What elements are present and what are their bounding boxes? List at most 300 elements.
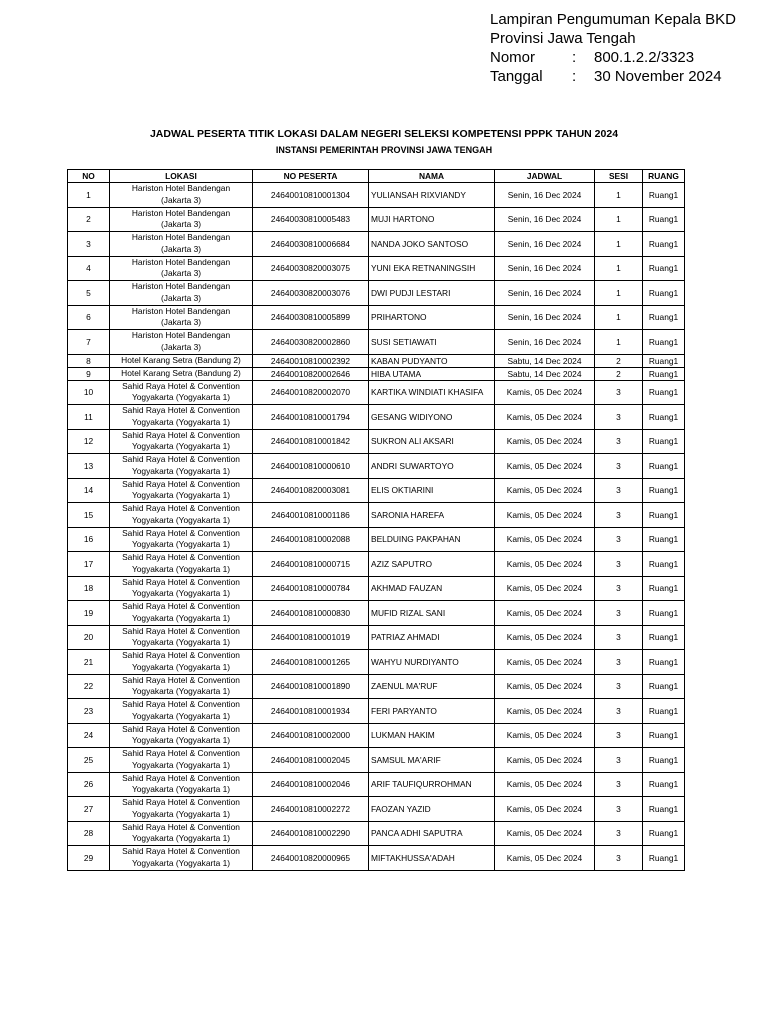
- cell-ruang: Ruang1: [643, 354, 685, 367]
- cell-sesi: 1: [595, 281, 643, 306]
- cell-no: 10: [68, 380, 110, 405]
- document-subtitle: INSTANSI PEMERINTAH PROVINSI JAWA TENGAH: [275, 145, 493, 155]
- cell-ruang: Ruang1: [643, 478, 685, 503]
- cell-nama: LUKMAN HAKIM: [369, 723, 495, 748]
- cell-nama: KABAN PUDYANTO: [369, 354, 495, 367]
- cell-no: 29: [68, 846, 110, 871]
- table-row: [68, 454, 685, 479]
- cell-no: 6: [68, 305, 110, 330]
- cell-no-peserta: 24640010820000965: [253, 846, 369, 871]
- lokasi-line-1: Sahid Raya Hotel & Convention: [122, 576, 240, 587]
- cell-no-peserta: 24640010810000715: [253, 552, 369, 577]
- cell-jadwal: Kamis, 05 Dec 2024: [495, 527, 595, 552]
- cell-nama: YUNI EKA RETNANINGSIH: [369, 256, 495, 281]
- lokasi-line-2: Yogyakarta (Yogyakarta 1): [131, 539, 231, 550]
- table-row: [68, 625, 685, 650]
- table-row: [68, 503, 685, 528]
- cell-nama: MIFTAKHUSSA'ADAH: [369, 846, 495, 871]
- cell-ruang: Ruang1: [643, 232, 685, 257]
- nomor-label: Nomor: [490, 49, 536, 66]
- cell-no: 16: [68, 527, 110, 552]
- table-row: [68, 821, 685, 846]
- cell-no: 7: [68, 330, 110, 355]
- cell-nama: PRIHARTONO: [369, 305, 495, 330]
- lokasi-line-1: Sahid Raya Hotel & Convention: [122, 454, 240, 465]
- cell-lokasi: [110, 232, 253, 257]
- cell-nama: FERI PARYANTO: [369, 699, 495, 724]
- cell-ruang: Ruang1: [643, 454, 685, 479]
- lokasi-line-2: Yogyakarta (Yogyakarta 1): [131, 465, 231, 476]
- cell-sesi: 1: [595, 305, 643, 330]
- lokasi-line-1: Hariston Hotel Bandengan: [131, 232, 231, 243]
- cell-no-peserta: 24640010810000610: [253, 454, 369, 479]
- lokasi-line-1: Hotel Karang Setra (Bandung 2): [121, 367, 241, 378]
- cell-no: 28: [68, 821, 110, 846]
- cell-jadwal: Kamis, 05 Dec 2024: [495, 699, 595, 724]
- table-row: [68, 748, 685, 773]
- lokasi-line-1: Sahid Raya Hotel & Convention: [122, 723, 240, 734]
- lokasi-line-1: Hariston Hotel Bandengan: [131, 183, 231, 194]
- tanggal-label: Tanggal: [490, 68, 543, 85]
- cell-ruang: Ruang1: [643, 601, 685, 626]
- cell-ruang: Ruang1: [643, 699, 685, 724]
- cell-jadwal: Kamis, 05 Dec 2024: [495, 821, 595, 846]
- cell-no-peserta: 24640010810002046: [253, 772, 369, 797]
- cell-sesi: 1: [595, 207, 643, 232]
- cell-lokasi: [110, 527, 253, 552]
- cell-jadwal: Kamis, 05 Dec 2024: [495, 650, 595, 675]
- column-header-no-peserta: NO PESERTA: [253, 170, 369, 183]
- cell-no: 23: [68, 699, 110, 724]
- lokasi-line-2: Yogyakarta (Yogyakarta 1): [131, 514, 231, 525]
- cell-lokasi: [110, 367, 253, 380]
- lokasi-line-2: (Jakarta 3): [160, 219, 202, 230]
- cell-ruang: Ruang1: [643, 650, 685, 675]
- cell-nama: FAOZAN YAZID: [369, 797, 495, 822]
- lokasi-line-1: Sahid Raya Hotel & Convention: [122, 674, 240, 685]
- cell-no-peserta: 24640010810001842: [253, 429, 369, 454]
- cell-nama: YULIANSAH RIXVIANDY: [369, 183, 495, 208]
- cell-jadwal: Sabtu, 14 Dec 2024: [495, 354, 595, 367]
- cell-jadwal: Senin, 16 Dec 2024: [495, 305, 595, 330]
- cell-ruang: Ruang1: [643, 281, 685, 306]
- lokasi-line-2: Yogyakarta (Yogyakarta 1): [131, 857, 231, 868]
- cell-lokasi: [110, 601, 253, 626]
- cell-ruang: Ruang1: [643, 429, 685, 454]
- cell-sesi: 1: [595, 183, 643, 208]
- lokasi-line-1: Sahid Raya Hotel & Convention: [122, 772, 240, 783]
- cell-nama: WAHYU NURDIYANTO: [369, 650, 495, 675]
- lokasi-line-1: Sahid Raya Hotel & Convention: [122, 527, 240, 538]
- cell-no-peserta: 24640010810001890: [253, 674, 369, 699]
- cell-nama: DWI PUDJI LESTARI: [369, 281, 495, 306]
- cell-sesi: 1: [595, 232, 643, 257]
- cell-lokasi: [110, 821, 253, 846]
- cell-lokasi: [110, 454, 253, 479]
- cell-no-peserta: 24640030820003075: [253, 256, 369, 281]
- cell-no-peserta: 24640010810000784: [253, 576, 369, 601]
- cell-lokasi: [110, 207, 253, 232]
- cell-jadwal: Kamis, 05 Dec 2024: [495, 723, 595, 748]
- cell-no: 12: [68, 429, 110, 454]
- schedule-table: [67, 169, 685, 871]
- cell-no: 2: [68, 207, 110, 232]
- lokasi-line-1: Hariston Hotel Bandengan: [131, 281, 231, 292]
- cell-nama: AZIZ SAPUTRO: [369, 552, 495, 577]
- table-row: [68, 281, 685, 306]
- tanggal-row: [490, 67, 736, 86]
- lokasi-line-2: (Jakarta 3): [160, 317, 202, 328]
- cell-jadwal: Kamis, 05 Dec 2024: [495, 503, 595, 528]
- cell-ruang: Ruang1: [643, 772, 685, 797]
- cell-ruang: Ruang1: [643, 846, 685, 871]
- cell-lokasi: [110, 354, 253, 367]
- nomor-value: 800.1.2.2/3323: [594, 49, 695, 66]
- cell-no-peserta: 24640010820002070: [253, 380, 369, 405]
- cell-sesi: 3: [595, 576, 643, 601]
- cell-sesi: 3: [595, 772, 643, 797]
- lokasi-line-1: Sahid Raya Hotel & Convention: [122, 748, 240, 759]
- cell-sesi: 3: [595, 625, 643, 650]
- cell-lokasi: [110, 723, 253, 748]
- cell-ruang: Ruang1: [643, 797, 685, 822]
- cell-sesi: 2: [595, 367, 643, 380]
- table-row: [68, 232, 685, 257]
- lokasi-line-2: Yogyakarta (Yogyakarta 1): [131, 833, 231, 844]
- cell-lokasi: [110, 699, 253, 724]
- cell-no-peserta: 24640010810002088: [253, 527, 369, 552]
- cell-jadwal: Kamis, 05 Dec 2024: [495, 625, 595, 650]
- cell-jadwal: Kamis, 05 Dec 2024: [495, 674, 595, 699]
- cell-no: 8: [68, 354, 110, 367]
- cell-no-peserta: 24640030820003076: [253, 281, 369, 306]
- lokasi-line-2: Yogyakarta (Yogyakarta 1): [131, 563, 231, 574]
- cell-ruang: Ruang1: [643, 207, 685, 232]
- cell-lokasi: [110, 650, 253, 675]
- nomor-row: [490, 48, 736, 67]
- cell-jadwal: Senin, 16 Dec 2024: [495, 207, 595, 232]
- cell-ruang: Ruang1: [643, 674, 685, 699]
- lokasi-line-1: Sahid Raya Hotel & Convention: [122, 405, 240, 416]
- cell-jadwal: Kamis, 05 Dec 2024: [495, 552, 595, 577]
- cell-no-peserta: 24640010810001934: [253, 699, 369, 724]
- lokasi-line-2: (Jakarta 3): [160, 292, 202, 303]
- lokasi-line-2: Yogyakarta (Yogyakarta 1): [131, 588, 231, 599]
- cell-sesi: 3: [595, 601, 643, 626]
- cell-no: 24: [68, 723, 110, 748]
- cell-no-peserta: 24640010820002646: [253, 367, 369, 380]
- cell-nama: GESANG WIDIYONO: [369, 405, 495, 430]
- cell-nama: BELDUING PAKPAHAN: [369, 527, 495, 552]
- lokasi-line-2: Yogyakarta (Yogyakarta 1): [131, 490, 231, 501]
- cell-no: 9: [68, 367, 110, 380]
- cell-sesi: 3: [595, 699, 643, 724]
- lokasi-line-1: Hariston Hotel Bandengan: [131, 305, 231, 316]
- cell-no-peserta: 24640030820002860: [253, 330, 369, 355]
- cell-ruang: Ruang1: [643, 380, 685, 405]
- cell-no: 21: [68, 650, 110, 675]
- table-row: [68, 183, 685, 208]
- lokasi-line-1: Sahid Raya Hotel & Convention: [122, 429, 240, 440]
- table-row: [68, 367, 685, 380]
- lokasi-line-1: Sahid Raya Hotel & Convention: [122, 699, 240, 710]
- cell-nama: ZAENUL MA'RUF: [369, 674, 495, 699]
- cell-nama: NANDA JOKO SANTOSO: [369, 232, 495, 257]
- table-row: [68, 601, 685, 626]
- cell-lokasi: [110, 674, 253, 699]
- lokasi-line-2: Yogyakarta (Yogyakarta 1): [131, 686, 231, 697]
- cell-sesi: 3: [595, 380, 643, 405]
- cell-no: 3: [68, 232, 110, 257]
- cell-no: 20: [68, 625, 110, 650]
- cell-sesi: 1: [595, 330, 643, 355]
- table-row: [68, 699, 685, 724]
- lokasi-line-2: Yogyakarta (Yogyakarta 1): [131, 735, 231, 746]
- cell-no: 26: [68, 772, 110, 797]
- lokasi-line-2: Yogyakarta (Yogyakarta 1): [131, 441, 231, 452]
- cell-lokasi: [110, 429, 253, 454]
- cell-jadwal: Kamis, 05 Dec 2024: [495, 797, 595, 822]
- cell-nama: ELIS OKTIARINI: [369, 478, 495, 503]
- cell-nama: HIBA UTAMA: [369, 367, 495, 380]
- cell-no-peserta: 24640010810002290: [253, 821, 369, 846]
- lokasi-line-1: Sahid Raya Hotel & Convention: [122, 552, 240, 563]
- cell-sesi: 3: [595, 478, 643, 503]
- table-row: [68, 256, 685, 281]
- cell-jadwal: Kamis, 05 Dec 2024: [495, 380, 595, 405]
- cell-no-peserta: 24640010810001265: [253, 650, 369, 675]
- cell-no-peserta: 24640010810002272: [253, 797, 369, 822]
- cell-sesi: 3: [595, 405, 643, 430]
- tanggal-value: 30 November 2024: [594, 68, 722, 85]
- cell-sesi: 3: [595, 527, 643, 552]
- lokasi-line-1: Sahid Raya Hotel & Convention: [122, 625, 240, 636]
- column-header-nama: NAMA: [369, 170, 495, 183]
- lokasi-line-1: Sahid Raya Hotel & Convention: [122, 650, 240, 661]
- cell-no-peserta: 24640010810001186: [253, 503, 369, 528]
- cell-jadwal: Senin, 16 Dec 2024: [495, 256, 595, 281]
- cell-lokasi: [110, 503, 253, 528]
- table-row: [68, 354, 685, 367]
- cell-no: 11: [68, 405, 110, 430]
- table-row: [68, 674, 685, 699]
- lokasi-line-2: Yogyakarta (Yogyakarta 1): [131, 612, 231, 623]
- cell-jadwal: Kamis, 05 Dec 2024: [495, 405, 595, 430]
- cell-nama: ARIF TAUFIQURROHMAN: [369, 772, 495, 797]
- cell-ruang: Ruang1: [643, 552, 685, 577]
- cell-nama: PANCA ADHI SAPUTRA: [369, 821, 495, 846]
- cell-no: 14: [68, 478, 110, 503]
- tanggal-separator: :: [572, 68, 577, 85]
- cell-lokasi: [110, 405, 253, 430]
- lokasi-line-1: Hariston Hotel Bandengan: [131, 256, 231, 267]
- table-row: [68, 478, 685, 503]
- lokasi-line-2: Yogyakarta (Yogyakarta 1): [131, 637, 231, 648]
- cell-lokasi: [110, 576, 253, 601]
- cell-no: 25: [68, 748, 110, 773]
- cell-sesi: 2: [595, 354, 643, 367]
- cell-no-peserta: 24640010810001304: [253, 183, 369, 208]
- cell-lokasi: [110, 846, 253, 871]
- cell-ruang: Ruang1: [643, 305, 685, 330]
- cell-no-peserta: 24640010810001019: [253, 625, 369, 650]
- lokasi-line-2: Yogyakarta (Yogyakarta 1): [131, 759, 231, 770]
- cell-ruang: Ruang1: [643, 330, 685, 355]
- cell-no-peserta: 24640010810001794: [253, 405, 369, 430]
- cell-no: 19: [68, 601, 110, 626]
- cell-lokasi: [110, 797, 253, 822]
- cell-ruang: Ruang1: [643, 367, 685, 380]
- cell-nama: PATRIAZ AHMADI: [369, 625, 495, 650]
- lokasi-line-2: (Jakarta 3): [160, 194, 202, 205]
- cell-jadwal: Senin, 16 Dec 2024: [495, 281, 595, 306]
- header-line-1: Lampiran Pengumuman Kepala BKD: [490, 11, 736, 28]
- table-row: [68, 772, 685, 797]
- cell-no: 13: [68, 454, 110, 479]
- cell-no: 4: [68, 256, 110, 281]
- cell-sesi: 3: [595, 797, 643, 822]
- cell-ruang: Ruang1: [643, 625, 685, 650]
- lokasi-line-2: Yogyakarta (Yogyakarta 1): [131, 784, 231, 795]
- cell-no-peserta: 24640010820003081: [253, 478, 369, 503]
- cell-ruang: Ruang1: [643, 183, 685, 208]
- cell-jadwal: Senin, 16 Dec 2024: [495, 232, 595, 257]
- cell-jadwal: Kamis, 05 Dec 2024: [495, 478, 595, 503]
- cell-sesi: 1: [595, 256, 643, 281]
- lokasi-line-1: Sahid Raya Hotel & Convention: [122, 380, 240, 391]
- cell-nama: SUKRON ALI AKSARI: [369, 429, 495, 454]
- nomor-separator: :: [572, 49, 577, 66]
- cell-nama: KARTIKA WINDIATI KHASIFA: [369, 380, 495, 405]
- cell-lokasi: [110, 552, 253, 577]
- cell-ruang: Ruang1: [643, 503, 685, 528]
- cell-sesi: 3: [595, 650, 643, 675]
- cell-sesi: 3: [595, 454, 643, 479]
- cell-nama: AKHMAD FAUZAN: [369, 576, 495, 601]
- cell-sesi: 3: [595, 748, 643, 773]
- cell-nama: MUJI HARTONO: [369, 207, 495, 232]
- column-header-ruang: RUANG: [643, 170, 685, 183]
- cell-nama: MUFID RIZAL SANI: [369, 601, 495, 626]
- cell-sesi: 3: [595, 503, 643, 528]
- cell-ruang: Ruang1: [643, 748, 685, 773]
- cell-no-peserta: 24640010810002000: [253, 723, 369, 748]
- table-row: [68, 650, 685, 675]
- table-body: [68, 183, 685, 871]
- table-row: [68, 723, 685, 748]
- cell-sesi: 3: [595, 674, 643, 699]
- cell-jadwal: Kamis, 05 Dec 2024: [495, 772, 595, 797]
- table-row: [68, 380, 685, 405]
- cell-ruang: Ruang1: [643, 576, 685, 601]
- cell-lokasi: [110, 478, 253, 503]
- column-header-sesi: SESI: [595, 170, 643, 183]
- cell-no: 17: [68, 552, 110, 577]
- lokasi-line-2: Yogyakarta (Yogyakarta 1): [131, 661, 231, 672]
- lokasi-line-1: Sahid Raya Hotel & Convention: [122, 601, 240, 612]
- table-row: [68, 207, 685, 232]
- cell-no: 1: [68, 183, 110, 208]
- column-header-no: NO: [68, 170, 110, 183]
- cell-jadwal: Kamis, 05 Dec 2024: [495, 601, 595, 626]
- cell-jadwal: Kamis, 05 Dec 2024: [495, 576, 595, 601]
- lokasi-line-2: (Jakarta 3): [160, 268, 202, 279]
- lokasi-line-1: Sahid Raya Hotel & Convention: [122, 846, 240, 857]
- lokasi-line-2: Yogyakarta (Yogyakarta 1): [131, 416, 231, 427]
- cell-ruang: Ruang1: [643, 256, 685, 281]
- cell-jadwal: Sabtu, 14 Dec 2024: [495, 367, 595, 380]
- column-header-jadwal: JADWAL: [495, 170, 595, 183]
- table-row: [68, 429, 685, 454]
- lokasi-line-1: Sahid Raya Hotel & Convention: [122, 797, 240, 808]
- cell-jadwal: Kamis, 05 Dec 2024: [495, 429, 595, 454]
- table-row: [68, 330, 685, 355]
- cell-sesi: 3: [595, 846, 643, 871]
- table-row: [68, 576, 685, 601]
- table-row: [68, 846, 685, 871]
- lokasi-line-2: Yogyakarta (Yogyakarta 1): [131, 392, 231, 403]
- cell-jadwal: Kamis, 05 Dec 2024: [495, 454, 595, 479]
- cell-ruang: Ruang1: [643, 527, 685, 552]
- table-row: [68, 552, 685, 577]
- cell-sesi: 3: [595, 552, 643, 577]
- cell-jadwal: Senin, 16 Dec 2024: [495, 183, 595, 208]
- cell-sesi: 3: [595, 429, 643, 454]
- cell-nama: ANDRI SUWARTOYO: [369, 454, 495, 479]
- cell-lokasi: [110, 772, 253, 797]
- cell-no: 18: [68, 576, 110, 601]
- column-header-lokasi: LOKASI: [110, 170, 253, 183]
- cell-ruang: Ruang1: [643, 405, 685, 430]
- cell-no-peserta: 24640010810000830: [253, 601, 369, 626]
- cell-lokasi: [110, 330, 253, 355]
- cell-no: 5: [68, 281, 110, 306]
- lokasi-line-1: Sahid Raya Hotel & Convention: [122, 478, 240, 489]
- lokasi-line-2: (Jakarta 3): [160, 243, 202, 254]
- cell-no-peserta: 24640030810006684: [253, 232, 369, 257]
- header-line-2: Provinsi Jawa Tengah: [490, 30, 636, 47]
- document-header: [490, 10, 736, 86]
- cell-jadwal: Senin, 16 Dec 2024: [495, 330, 595, 355]
- lokasi-line-1: Hariston Hotel Bandengan: [131, 330, 231, 341]
- lokasi-line-1: Hariston Hotel Bandengan: [131, 207, 231, 218]
- cell-lokasi: [110, 748, 253, 773]
- cell-lokasi: [110, 281, 253, 306]
- cell-ruang: Ruang1: [643, 821, 685, 846]
- lokasi-line-1: Sahid Raya Hotel & Convention: [122, 503, 240, 514]
- lokasi-line-1: Sahid Raya Hotel & Convention: [122, 821, 240, 832]
- lokasi-line-2: Yogyakarta (Yogyakarta 1): [131, 808, 231, 819]
- cell-no: 22: [68, 674, 110, 699]
- cell-lokasi: [110, 625, 253, 650]
- cell-no: 27: [68, 797, 110, 822]
- table-row: [68, 527, 685, 552]
- cell-jadwal: Kamis, 05 Dec 2024: [495, 748, 595, 773]
- cell-lokasi: [110, 380, 253, 405]
- cell-ruang: Ruang1: [643, 723, 685, 748]
- lokasi-line-2: (Jakarta 3): [160, 341, 202, 352]
- cell-nama: SUSI SETIAWATI: [369, 330, 495, 355]
- cell-lokasi: [110, 256, 253, 281]
- cell-no-peserta: 24640010810002045: [253, 748, 369, 773]
- document-title: JADWAL PESERTA TITIK LOKASI DALAM NEGERI SELEKSI KOMPETENSI PPPK TAHUN 2024: [149, 128, 619, 140]
- cell-no-peserta: 24640010810002392: [253, 354, 369, 367]
- cell-lokasi: [110, 305, 253, 330]
- cell-no-peserta: 24640030810005483: [253, 207, 369, 232]
- cell-nama: SAMSUL MA'ARIF: [369, 748, 495, 773]
- cell-no-peserta: 24640030810005899: [253, 305, 369, 330]
- cell-jadwal: Kamis, 05 Dec 2024: [495, 846, 595, 871]
